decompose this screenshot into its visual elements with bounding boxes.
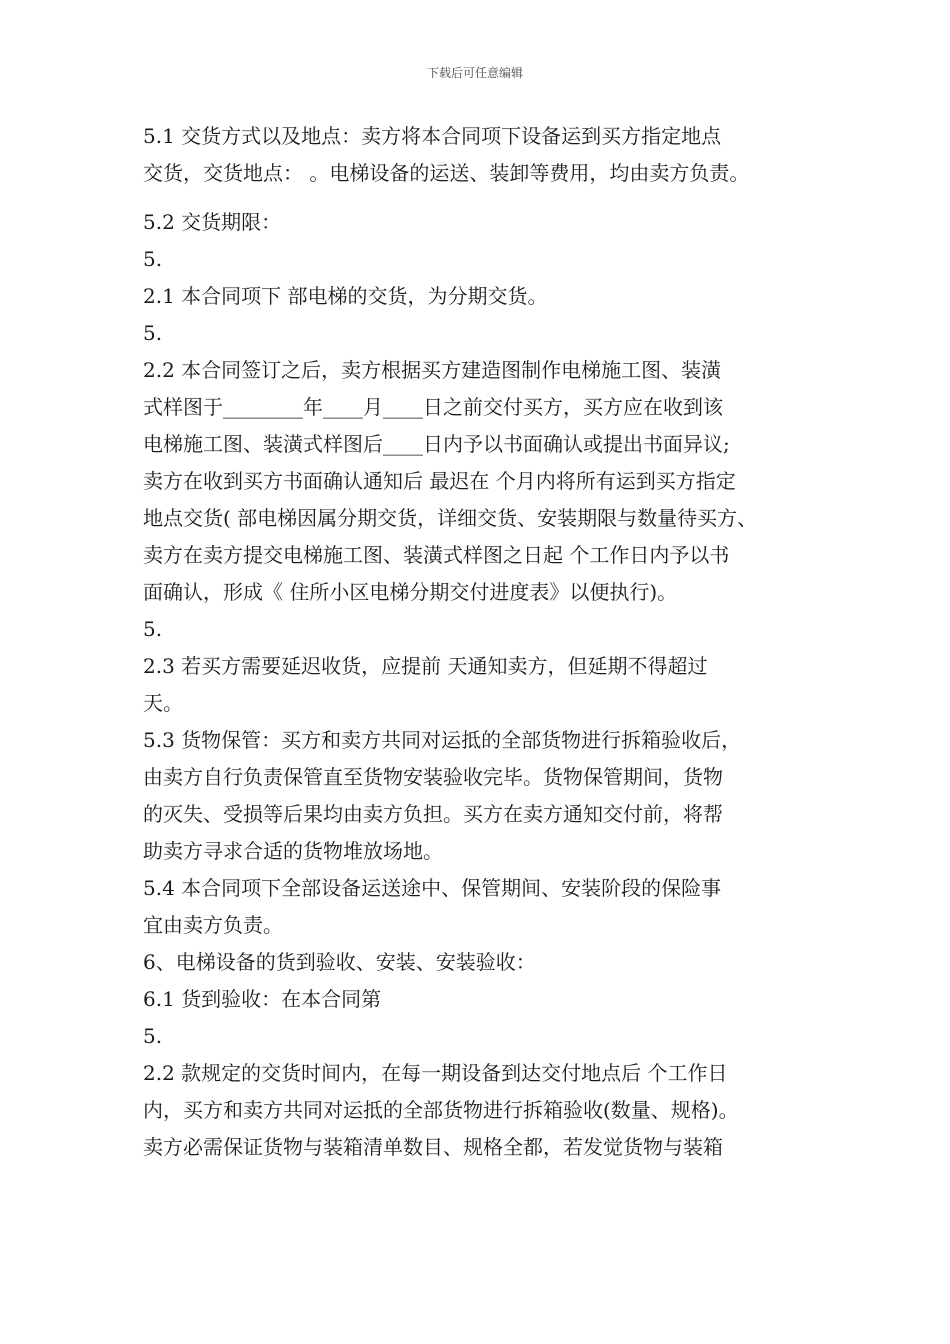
text-line: 助卖方寻求合适的货物堆放场地。 xyxy=(143,839,443,863)
text-line: 卖方必需保证货物与装箱清单数目、规格全都，若发觉货物与装箱 xyxy=(143,1135,723,1159)
text-line: 内，买方和卖方共同对运抵的全部货物进行拆箱验收(数量、规格)。 xyxy=(143,1098,739,1122)
document-body xyxy=(143,118,823,1166)
text-line: 的灭失、受损等后果均由卖方负担。买方在卖方通知交付前，将帮 xyxy=(143,802,723,826)
text-line: 宜由卖方负责。 xyxy=(143,913,283,937)
text-line: 卖方在卖方提交电梯施工图、装潢式样图之日起 个工作日内予以书 xyxy=(143,543,730,567)
text-line: 式样图于________年____月____日之前交付买方，买方应在收到该 xyxy=(143,395,723,419)
page-header: 下载后可任意编辑 xyxy=(426,66,523,80)
text-line: 地点交货( 部电梯因属分期交货，详细交货、安装期限与数量待买方、 xyxy=(143,506,758,530)
paragraph-gap xyxy=(143,192,823,204)
text-line: 2.2 款规定的交货时间内，在每一期设备到达交付地点后 个工作日 xyxy=(143,1061,728,1085)
text-line: 5. xyxy=(143,247,163,271)
text-line: 天。 xyxy=(143,691,183,715)
text-line: 2.3 若买方需要延迟收货，应提前 天通知卖方，但延期不得超过 xyxy=(143,654,708,678)
text-line: 5. xyxy=(143,321,163,345)
text-line: 2.1 本合同项下 部电梯的交货，为分期交货。 xyxy=(143,284,548,308)
text-line: 5. xyxy=(143,1024,163,1048)
text-line: 2.2 本合同签订之后，卖方根据买方建造图制作电梯施工图、装潢 xyxy=(143,358,722,382)
text-line: 5.1 交货方式以及地点：卖方将本合同项下设备运到买方指定地点 xyxy=(143,124,722,148)
text-line: 6、电梯设备的货到验收、安装、安装验收： xyxy=(143,950,536,974)
text-line: 5.2 交货期限： xyxy=(143,210,282,234)
text-line: 6.1 货到验收：在本合同第 xyxy=(143,987,382,1011)
text-line: 卖方在收到买方书面确认通知后 最迟在 个月内将所有运到买方指定 xyxy=(143,469,736,493)
text-line: 5.4 本合同项下全部设备运送途中、保管期间、安装阶段的保险事 xyxy=(143,876,722,900)
text-line: 面确认，形成《 住所小区电梯分期交付进度表》以便执行)。 xyxy=(143,580,678,604)
text-line: 由卖方自行负责保管直至货物安装验收完毕。货物保管期间，货物 xyxy=(143,765,723,789)
text-line: 交货，交货地点： 。电梯设备的运送、装卸等费用，均由卖方负责。 xyxy=(143,161,750,185)
text-line: 5. xyxy=(143,617,163,641)
text-line: 电梯施工图、装潢式样图后____日内予以书面确认或提出书面异议; xyxy=(143,432,730,456)
text-line: 5.3 货物保管：买方和卖方共同对运抵的全部货物进行拆箱验收后， xyxy=(143,728,742,752)
